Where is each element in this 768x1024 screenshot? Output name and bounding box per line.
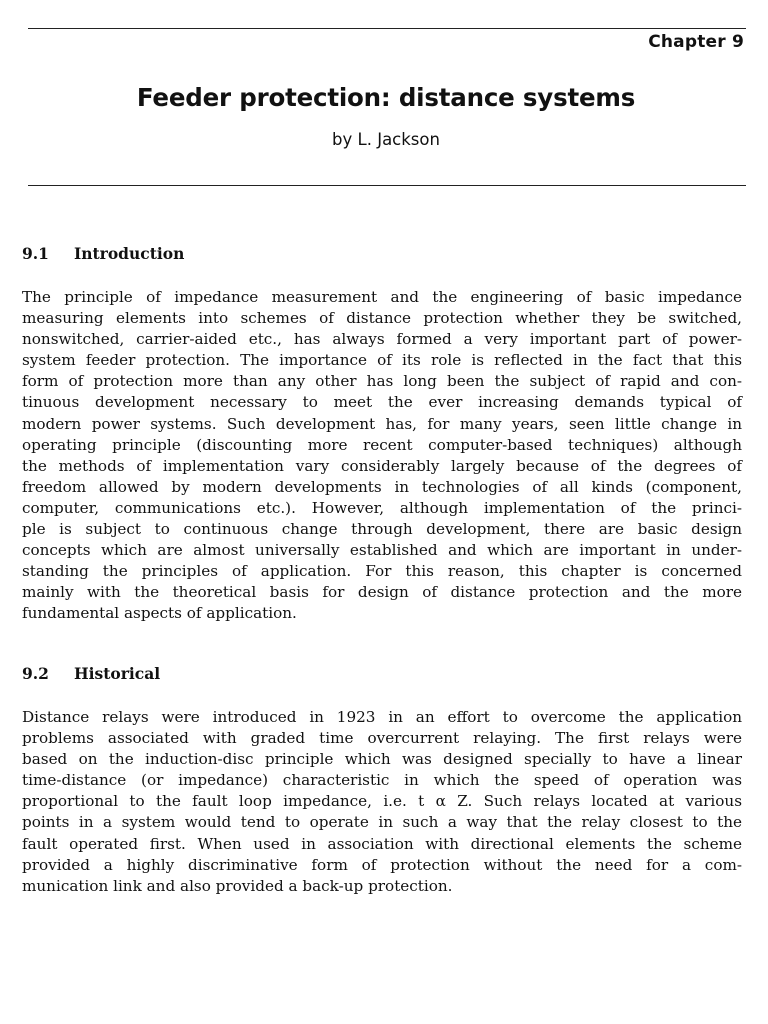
chapter-label: Chapter 9: [648, 32, 744, 52]
text-line: form of protection more than any other has long been the subject of rapid and con-: [22, 372, 742, 391]
text-line: points in a system would tend to operate in such a way that the relay closest to the: [22, 813, 742, 832]
section-heading-introduction: [22, 244, 184, 263]
section-title: Historical: [74, 664, 161, 683]
text-line: freedom allowed by modern developments in technologies of all kinds (component,: [22, 477, 742, 496]
text-line: fundamental aspects of application.: [22, 604, 297, 623]
text-line: measuring elements into schemes of distance protection whether they be switched,: [22, 309, 742, 328]
top-rule: [28, 28, 746, 29]
text-line: Distance relays were introduced in 1923 in an effort to overcome the application: [22, 708, 742, 726]
text-line: time-distance (or impedance) characteristic in which the speed of operation was: [22, 771, 742, 790]
text-line: fault operated first. When used in association with directional elements the scheme: [22, 834, 742, 853]
text-line: tinuous development necessary to meet the ever increasing demands typical of: [22, 393, 742, 412]
text-line: system feeder protection. The importance of its role is reflected in the fact that this: [22, 351, 742, 370]
text-line: proportional to the fault loop impedance, i.e. t α Z. Such relays located at various: [22, 792, 742, 811]
section-body-historical: [22, 707, 742, 897]
text-line: operating principle (discounting more recent computer-based techniques) although: [22, 435, 742, 454]
section-heading-historical: [22, 664, 160, 683]
text-line: the methods of implementation vary considerably largely because of the degrees of: [22, 456, 742, 475]
section-number: 9.2: [22, 664, 49, 683]
chapter-title: Feeder protection: distance systems: [136, 83, 636, 112]
text-line: based on the induction-disc principle which was designed specially to have a linear: [22, 750, 742, 769]
text-line: munication link and also provided a back-up protection.: [22, 876, 453, 895]
text-line: concepts which are almost universally established and which are important in under-: [22, 541, 742, 560]
text-line: ple is subject to continuous change through development, there are basic design: [22, 520, 742, 539]
text-line: computer, communications etc.). However, although implementation of the princi-: [22, 498, 742, 517]
text-line: modern power systems. Such development has, for many years, seen little change in: [22, 414, 742, 433]
section-body-introduction: [22, 287, 742, 625]
text-line: The principle of impedance measurement and the engineering of basic impedance: [22, 288, 742, 306]
author-byline: by L. Jackson: [332, 130, 440, 149]
section-title: Introduction: [74, 244, 185, 263]
section-number: 9.1: [22, 244, 49, 263]
text-line: standing the principles of application. For this reason, this chapter is concerned: [22, 562, 742, 581]
text-line: provided a highly discriminative form of protection without the need for a com-: [22, 855, 742, 874]
text-line: nonswitched, carrier-aided etc., has always formed a very important part of power-: [22, 330, 742, 349]
text-line: mainly with the theoretical basis for design of distance protection and the more: [22, 583, 742, 602]
title-rule: [28, 185, 746, 186]
text-line: problems associated with graded time overcurrent relaying. The first relays were: [22, 729, 742, 748]
